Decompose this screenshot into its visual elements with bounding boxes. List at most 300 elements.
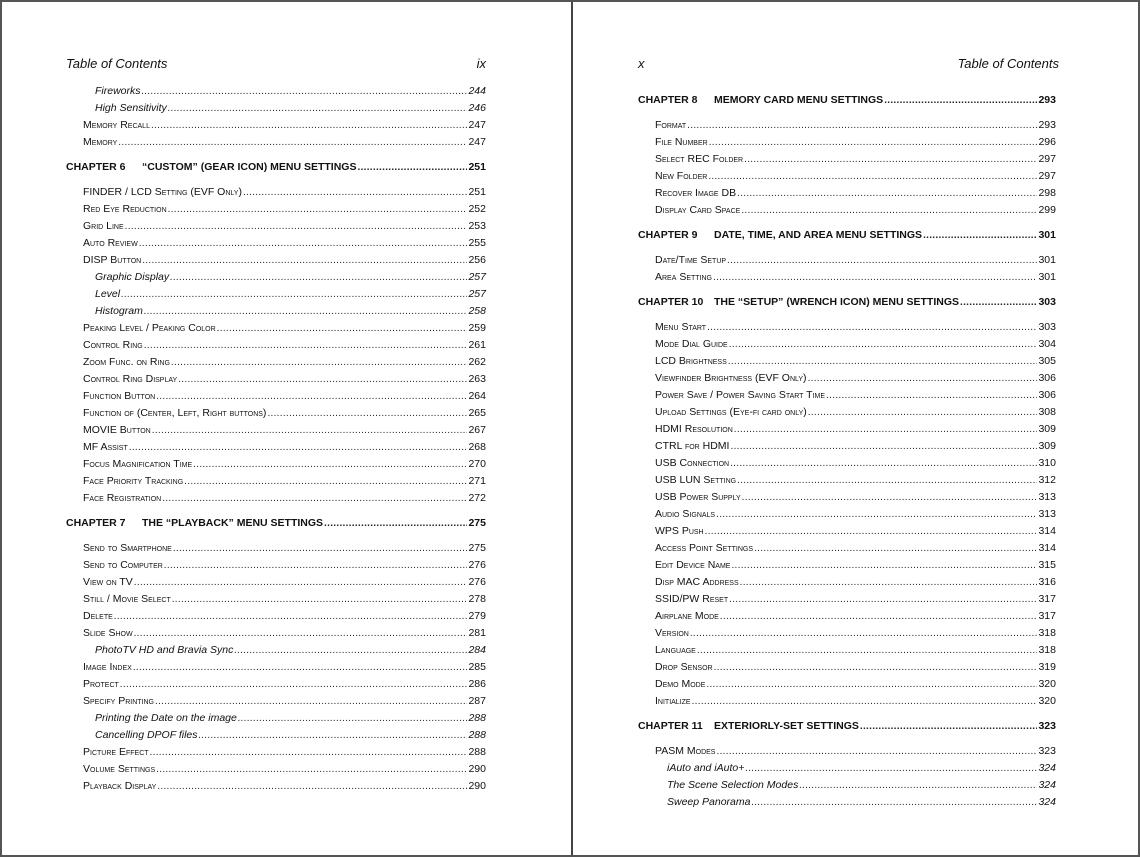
entry-page-number: 297 <box>1038 170 1056 182</box>
toc-entry <box>638 185 1056 201</box>
dot-leader <box>960 295 1037 311</box>
dot-leader <box>156 762 467 778</box>
dot-leader <box>156 389 467 405</box>
entry-page-number: 281 <box>468 627 486 639</box>
dot-leader <box>199 728 468 744</box>
entry-page-number: 263 <box>468 373 486 385</box>
entry-title: Face Priority Tracking <box>83 475 184 487</box>
entry-page-number: 290 <box>468 763 486 775</box>
entry-page-number: 286 <box>468 678 486 690</box>
entry-page-number: 251 <box>468 186 486 198</box>
dot-leader <box>164 558 468 574</box>
dot-leader <box>731 558 1037 574</box>
dot-leader <box>193 457 467 473</box>
dot-leader <box>134 575 468 591</box>
toc-entry <box>66 625 486 641</box>
entry-title: Function of (Center, Left, Right buttons) <box>83 407 267 419</box>
entry-page-number: 293 <box>1038 119 1056 131</box>
left-header-title: Table of Contents <box>66 56 168 71</box>
entry-title: The Scene Selection Modes <box>667 779 799 791</box>
entry-page-number: 252 <box>468 203 486 215</box>
dot-leader <box>168 202 468 218</box>
dot-leader <box>134 626 468 642</box>
entry-title: Menu Start <box>655 321 707 333</box>
chapter-number: CHAPTER 10 <box>638 296 704 308</box>
dot-leader <box>730 456 1037 472</box>
dot-leader <box>740 575 1038 591</box>
toc-entry <box>66 540 486 556</box>
toc-entry <box>66 659 486 675</box>
entry-title: Recover Image DB <box>655 187 737 199</box>
toc-entry <box>66 388 486 404</box>
toc-entry <box>66 676 486 692</box>
entry-title: iAuto and iAuto+ <box>667 762 745 774</box>
entry-title: Initialize <box>655 695 691 707</box>
entry-page-number: 244 <box>468 85 486 97</box>
entry-title: High Sensitivity <box>95 102 167 114</box>
entry-page-number: 324 <box>1038 779 1056 791</box>
entry-page-number: 275 <box>468 542 486 554</box>
entry-page-number: 279 <box>468 610 486 622</box>
entry-page-number: 313 <box>1038 491 1056 503</box>
toc-entry <box>638 557 1056 573</box>
dot-leader <box>737 473 1037 489</box>
entry-title: MF Assist <box>83 441 128 453</box>
toc-entry <box>66 269 486 285</box>
dot-leader <box>129 440 468 456</box>
entry-page-number: 317 <box>1038 593 1056 605</box>
toc-entry <box>638 523 1056 539</box>
entry-page-number: 313 <box>1038 508 1056 520</box>
entry-title: Picture Effect <box>83 746 149 758</box>
entry-title: HDMI Resolution <box>655 423 733 435</box>
entry-page-number: 288 <box>468 712 486 724</box>
dot-leader <box>690 626 1038 642</box>
dot-leader <box>754 541 1037 557</box>
entry-title: Peaking Level / Peaking Color <box>83 322 216 334</box>
dot-leader <box>799 778 1037 794</box>
toc-entry <box>638 353 1056 369</box>
toc-entry <box>66 184 486 200</box>
entry-page-number: 257 <box>468 271 486 283</box>
dot-leader <box>144 338 468 354</box>
dot-leader <box>151 118 468 134</box>
toc-entry <box>66 134 486 150</box>
entry-page-number: 255 <box>468 237 486 249</box>
dot-leader <box>157 779 467 795</box>
dot-leader <box>120 677 468 693</box>
entry-title: Graphic Display <box>95 271 170 283</box>
entry-title: Memory <box>83 136 118 148</box>
dot-leader <box>142 253 467 269</box>
entry-page-number: 288 <box>468 746 486 758</box>
dot-leader <box>133 660 468 676</box>
entry-page-number: 265 <box>468 407 486 419</box>
entry-page-number: 316 <box>1038 576 1056 588</box>
entry-title: Memory Recall <box>83 119 150 131</box>
dot-leader <box>144 304 468 320</box>
entry-page-number: 320 <box>1038 678 1056 690</box>
entry-title: PASM Modes <box>655 745 716 757</box>
dot-leader <box>728 354 1038 370</box>
entry-page-number: 304 <box>1038 338 1056 350</box>
left-header-page-number: ix <box>476 56 486 71</box>
toc-entry <box>638 438 1056 454</box>
toc-entry <box>638 117 1056 133</box>
entry-title: Still / Movie Select <box>83 593 171 605</box>
entry-page-number: 246 <box>468 102 486 114</box>
entry-page-number: 318 <box>1038 627 1056 639</box>
chapter-number: CHAPTER 9 <box>638 229 698 241</box>
entry-title: Upload Settings (Eye-fi card only) <box>655 406 807 418</box>
chapter-title: MEMORY CARD MENU SETTINGS <box>714 94 884 106</box>
dot-leader <box>234 643 467 659</box>
toc-entry <box>66 320 486 336</box>
right-page <box>573 2 1140 855</box>
chapter-number: CHAPTER 7 <box>66 517 126 529</box>
entry-title: Demo Mode <box>655 678 706 690</box>
entry-title: Edit Device Name <box>655 559 731 571</box>
dot-leader <box>716 744 1037 760</box>
entry-page-number: 293 <box>1038 94 1056 106</box>
entry-page-number: 301 <box>1038 271 1056 283</box>
toc-entry <box>66 286 486 302</box>
dot-leader <box>139 236 468 252</box>
toc-entry <box>638 168 1056 184</box>
toc-entry <box>66 422 486 438</box>
toc-entry <box>66 490 486 506</box>
entry-page-number: 301 <box>1038 229 1056 241</box>
dot-leader <box>751 795 1037 811</box>
dot-leader <box>697 643 1038 659</box>
entry-title: Slide Show <box>83 627 133 639</box>
toc-entry <box>66 727 486 743</box>
toc-entry <box>638 625 1056 641</box>
toc-entry <box>638 336 1056 352</box>
entry-title: Playback Display <box>83 780 157 792</box>
entry-title: Access Point Settings <box>655 542 754 554</box>
entry-title: LCD Brightness <box>655 355 727 367</box>
entry-title: Control Ring <box>83 339 143 351</box>
toc-entry <box>66 456 486 472</box>
toc-entry <box>638 472 1056 488</box>
entry-title: FINDER / LCD Setting (EVF Only) <box>83 186 242 198</box>
dot-leader <box>324 516 467 532</box>
dot-leader <box>713 270 1037 286</box>
toc-entry <box>66 744 486 760</box>
toc-entry <box>66 557 486 573</box>
entry-title: Sweep Panorama <box>667 796 751 808</box>
toc-chapter-entry <box>638 92 1056 108</box>
entry-title: Send to Computer <box>83 559 163 571</box>
toc-entry <box>638 540 1056 556</box>
entry-title: Cancelling DPOF files <box>95 729 198 741</box>
entry-page-number: 270 <box>468 458 486 470</box>
toc-chapter-entry <box>638 294 1056 310</box>
toc-entry <box>66 117 486 133</box>
dot-leader <box>142 84 468 100</box>
entry-page-number: 319 <box>1038 661 1056 673</box>
entry-page-number: 314 <box>1038 525 1056 537</box>
toc-entry <box>66 608 486 624</box>
entry-page-number: 320 <box>1038 695 1056 707</box>
dot-leader <box>171 355 468 371</box>
entry-page-number: 314 <box>1038 542 1056 554</box>
entry-page-number: 261 <box>468 339 486 351</box>
toc-entry <box>638 319 1056 335</box>
entry-page-number: 278 <box>468 593 486 605</box>
dot-leader <box>705 524 1038 540</box>
entry-page-number: 310 <box>1038 457 1056 469</box>
dot-leader <box>884 93 1037 109</box>
toc-entry <box>638 676 1056 692</box>
entry-page-number: 288 <box>468 729 486 741</box>
entry-page-number: 324 <box>1038 796 1056 808</box>
toc-chapter-entry <box>638 718 1056 734</box>
entry-page-number: 308 <box>1038 406 1056 418</box>
dot-leader <box>172 592 468 608</box>
dot-leader <box>217 321 468 337</box>
entry-title: Auto Review <box>83 237 138 249</box>
toc-entry <box>638 760 1056 776</box>
dot-leader <box>923 228 1037 244</box>
entry-page-number: 309 <box>1038 440 1056 452</box>
entry-page-number: 290 <box>468 780 486 792</box>
entry-page-number: 312 <box>1038 474 1056 486</box>
entry-page-number: 276 <box>468 559 486 571</box>
dot-leader <box>729 337 1038 353</box>
entry-title: Specify Printing <box>83 695 154 707</box>
entry-title: MOVIE Button <box>83 424 151 436</box>
entry-page-number: 298 <box>1038 187 1056 199</box>
dot-leader <box>727 253 1037 269</box>
toc-entry <box>66 439 486 455</box>
entry-title: WPS Push <box>655 525 704 537</box>
entry-title: Disp MAC Address <box>655 576 739 588</box>
dot-leader <box>238 711 468 727</box>
entry-page-number: 272 <box>468 492 486 504</box>
entry-title: Language <box>655 644 696 656</box>
dot-leader <box>168 101 468 117</box>
toc-entry <box>638 455 1056 471</box>
entry-page-number: 259 <box>468 322 486 334</box>
dot-leader <box>121 287 467 303</box>
entry-title: PhotoTV HD and Bravia Sync <box>95 644 234 656</box>
dot-leader <box>118 135 467 151</box>
toc-chapter-entry <box>638 227 1056 243</box>
toc-entry <box>638 202 1056 218</box>
dot-leader <box>707 320 1037 336</box>
entry-page-number: 299 <box>1038 204 1056 216</box>
chapter-title: THE “SETUP” (WRENCH ICON) MENU SETTINGS <box>714 296 960 308</box>
toc-entry <box>638 151 1056 167</box>
entry-title: Histogram <box>95 305 143 317</box>
toc-entry <box>638 421 1056 437</box>
entry-title: Display Card Space <box>655 204 741 216</box>
dot-leader <box>714 660 1038 676</box>
dot-leader <box>716 507 1037 523</box>
right-header-title: Table of Contents <box>957 56 1059 71</box>
entry-title: Focus Magnification Time <box>83 458 193 470</box>
dot-leader <box>708 169 1037 185</box>
entry-page-number: 247 <box>468 136 486 148</box>
entry-page-number: 268 <box>468 441 486 453</box>
dot-leader <box>170 270 467 286</box>
entry-title: Volume Settings <box>83 763 156 775</box>
dot-leader <box>808 405 1038 421</box>
toc-entry <box>638 794 1056 810</box>
entry-page-number: 267 <box>468 424 486 436</box>
toc-entry <box>638 387 1056 403</box>
entry-title: Grid Line <box>83 220 124 232</box>
toc-entry <box>66 100 486 116</box>
entry-title: USB Connection <box>655 457 730 469</box>
dot-leader <box>173 541 468 557</box>
toc-entry <box>66 337 486 353</box>
dot-leader <box>709 135 1038 151</box>
entry-title: Select REC Folder <box>655 153 744 165</box>
left-page-header <box>66 55 486 73</box>
toc-entry <box>66 303 486 319</box>
toc-entry <box>638 404 1056 420</box>
toc-entry <box>66 405 486 421</box>
entry-page-number: 303 <box>1038 321 1056 333</box>
dot-leader <box>720 609 1038 625</box>
dot-leader <box>744 152 1037 168</box>
entry-page-number: 303 <box>1038 296 1056 308</box>
toc-entry <box>638 608 1056 624</box>
entry-title: CTRL for HDMI <box>655 440 730 452</box>
toc-entry <box>638 489 1056 505</box>
entry-page-number: 262 <box>468 356 486 368</box>
dot-leader <box>267 406 467 422</box>
entry-page-number: 287 <box>468 695 486 707</box>
right-header-page-number: x <box>638 56 645 71</box>
entry-title: Format <box>655 119 687 131</box>
entry-page-number: 323 <box>1038 720 1056 732</box>
entry-page-number: 271 <box>468 475 486 487</box>
toc-entry <box>66 761 486 777</box>
entry-title: View on TV <box>83 576 133 588</box>
chapter-title: DATE, TIME, AND AREA MENU SETTINGS <box>714 229 923 241</box>
chapter-number: CHAPTER 8 <box>638 94 698 106</box>
toc-entry <box>638 659 1056 675</box>
dot-leader <box>737 186 1037 202</box>
entry-page-number: 324 <box>1038 762 1056 774</box>
entry-title: USB Power Supply <box>655 491 741 503</box>
entry-page-number: 284 <box>468 644 486 656</box>
entry-title: Version <box>655 627 689 639</box>
entry-title: Date/Time Setup <box>655 254 727 266</box>
entry-page-number: 317 <box>1038 610 1056 622</box>
entry-page-number: 296 <box>1038 136 1056 148</box>
entry-page-number: 258 <box>468 305 486 317</box>
right-page-header <box>638 55 1059 73</box>
toc-entry <box>66 710 486 726</box>
entry-title: Viewfinder Brightness (EVF Only) <box>655 372 807 384</box>
entry-page-number: 251 <box>468 161 486 173</box>
entry-page-number: 285 <box>468 661 486 673</box>
toc-entry <box>638 370 1056 386</box>
toc-entry <box>638 777 1056 793</box>
entry-title: Fireworks <box>95 85 141 97</box>
chapter-number: CHAPTER 11 <box>638 720 703 732</box>
entry-page-number: 301 <box>1038 254 1056 266</box>
dot-leader <box>687 118 1037 134</box>
entry-page-number: 276 <box>468 576 486 588</box>
toc-entry <box>638 743 1056 759</box>
dot-leader <box>184 474 467 490</box>
toc-entry <box>66 201 486 217</box>
entry-title: New Folder <box>655 170 708 182</box>
entry-page-number: 275 <box>468 517 486 529</box>
dot-leader <box>706 677 1037 693</box>
dot-leader <box>734 422 1038 438</box>
dot-leader <box>152 423 468 439</box>
entry-title: Image Index <box>83 661 132 673</box>
entry-title: Face Registration <box>83 492 162 504</box>
toc-entry <box>638 506 1056 522</box>
toc-entry <box>638 269 1056 285</box>
entry-page-number: 306 <box>1038 372 1056 384</box>
dot-leader <box>860 719 1038 735</box>
dot-leader <box>745 761 1037 777</box>
toc-entry <box>638 574 1056 590</box>
entry-title: Delete <box>83 610 113 622</box>
entry-page-number: 309 <box>1038 423 1056 435</box>
toc-entry <box>638 591 1056 607</box>
entry-title: Zoom Func. on Ring <box>83 356 170 368</box>
toc-entry <box>66 574 486 590</box>
dot-leader <box>730 439 1037 455</box>
chapter-title: “CUSTOM” (GEAR ICON) MENU SETTINGS <box>142 161 357 173</box>
toc-entry <box>66 778 486 794</box>
dot-leader <box>741 203 1037 219</box>
entry-title: Power Save / Power Saving Start Time <box>655 389 826 401</box>
entry-page-number: 315 <box>1038 559 1056 571</box>
entry-title: Send to Smartphone <box>83 542 172 554</box>
toc-entry <box>66 473 486 489</box>
left-page <box>2 2 571 855</box>
dot-leader <box>150 745 468 761</box>
dot-leader <box>155 694 467 710</box>
toc-entry <box>66 371 486 387</box>
entry-page-number: 306 <box>1038 389 1056 401</box>
dot-leader <box>808 371 1038 387</box>
entry-page-number: 297 <box>1038 153 1056 165</box>
entry-title: Control Ring Display <box>83 373 178 385</box>
dot-leader <box>125 219 468 235</box>
dot-leader <box>729 592 1037 608</box>
chapter-number: CHAPTER 6 <box>66 161 126 173</box>
toc-entry <box>638 134 1056 150</box>
entry-title: Protect <box>83 678 119 690</box>
toc-entry <box>66 83 486 99</box>
toc-chapter-entry <box>66 515 486 531</box>
toc-entry <box>66 252 486 268</box>
dot-leader <box>826 388 1037 404</box>
entry-page-number: 257 <box>468 288 486 300</box>
entry-title: Red Eye Reduction <box>83 203 167 215</box>
toc-entry <box>638 252 1056 268</box>
entry-page-number: 305 <box>1038 355 1056 367</box>
entry-title: USB LUN Setting <box>655 474 737 486</box>
entry-title: Printing the Date on the image <box>95 712 237 724</box>
toc-entry <box>66 693 486 709</box>
chapter-title: EXTERIORLY-SET SETTINGS <box>714 720 859 732</box>
toc-entry <box>638 642 1056 658</box>
dot-leader <box>357 160 467 176</box>
